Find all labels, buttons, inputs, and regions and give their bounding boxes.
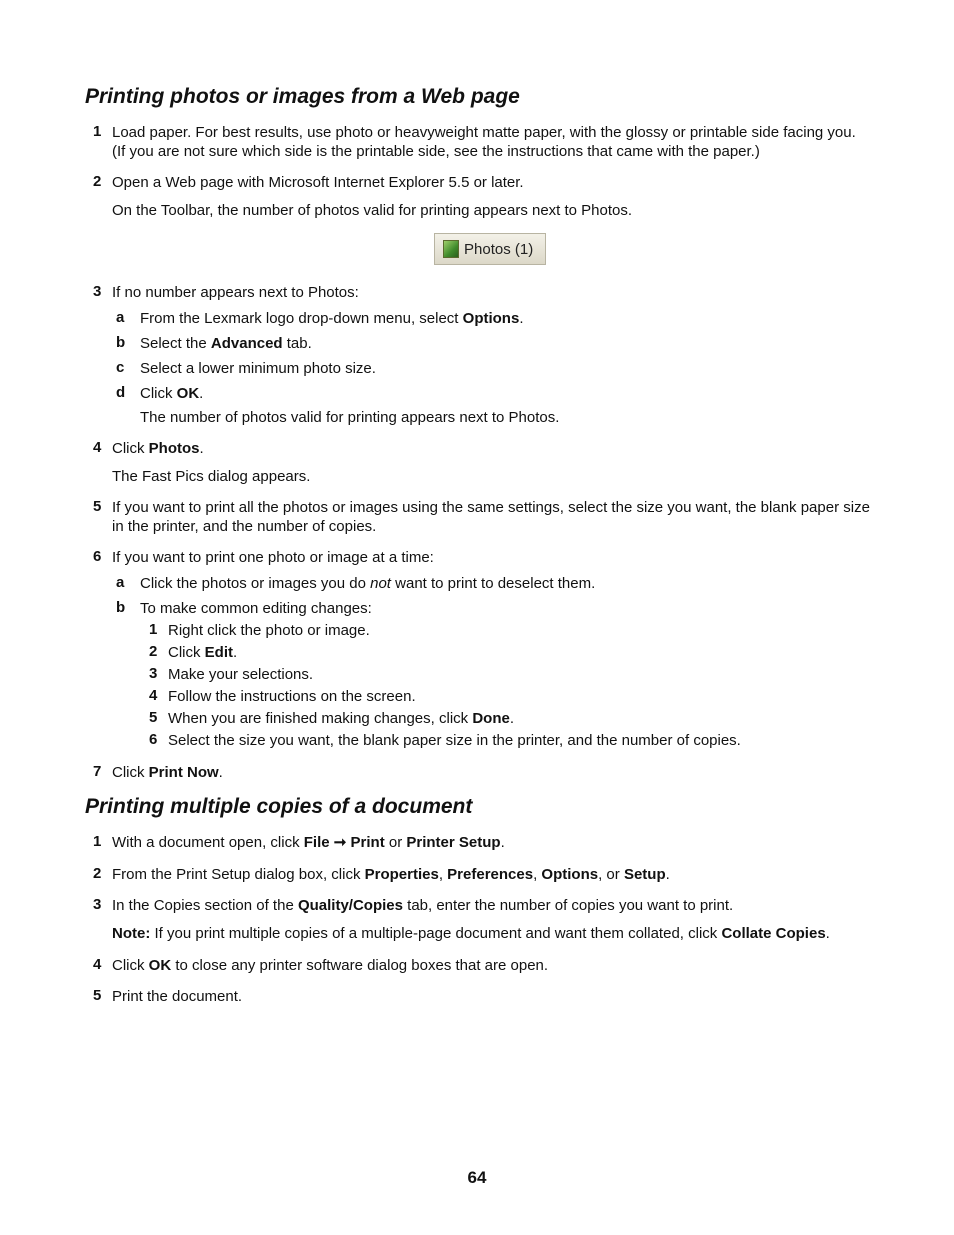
sub-substep-text: Click Edit.: [168, 644, 238, 661]
step-text: In the Copies section of the Quality/Copies tab, enter the number of copies you want to print.: [112, 897, 734, 914]
step-number: 4: [93, 439, 102, 456]
step-number: 1: [93, 123, 102, 140]
sub-substep-number: 3: [149, 665, 158, 682]
step-number: 4: [93, 956, 102, 973]
step-text: Click Print Now.: [112, 764, 223, 781]
section-heading-multiple-copies: Printing multiple copies of a document: [85, 795, 473, 818]
sub-substep-number: 4: [149, 687, 158, 704]
substep-letter: a: [116, 574, 125, 591]
photos-toolbar-button[interactable]: [434, 233, 546, 265]
sub-substep-number: 5: [149, 709, 158, 726]
substep-text: Select the Advanced tab.: [140, 335, 312, 352]
sub-substep-text: Select the size you want, the blank paper size in the printer, and the number of copies.: [168, 732, 741, 749]
sub-substep-text: Right click the photo or image.: [168, 622, 370, 639]
step-text: If no number appears next to Photos:: [112, 284, 359, 301]
photos-button-label: Photos (1): [464, 240, 534, 258]
step-number: 5: [93, 498, 102, 515]
step-text: If you want to print one photo or image at a time:: [112, 549, 434, 566]
substep-letter: b: [116, 599, 126, 616]
step-text: From the Print Setup dialog box, click Properties, Preferences, Options, or Setup.: [112, 866, 670, 883]
step-text: Print the document.: [112, 988, 243, 1005]
substep-letter: a: [116, 309, 125, 326]
step-number: 6: [93, 548, 102, 565]
section-heading-web-photos: Printing photos or images from a Web page: [85, 85, 520, 108]
step-number: 7: [93, 763, 102, 780]
substep-letter: d: [116, 384, 126, 401]
substep-text: Click the photos or images you do not want to print to deselect them.: [140, 575, 596, 592]
sub-substep-number: 1: [149, 621, 158, 638]
substep-note: The number of photos valid for printing appears next to Photos.: [140, 409, 560, 426]
substep-text: Click OK.: [140, 385, 204, 402]
sub-substep-text: Follow the instructions on the screen.: [168, 688, 416, 705]
step-number: 3: [93, 283, 102, 300]
step-number: 3: [93, 896, 102, 913]
step-text: Load paper. For best results, use photo or heavyweight matte paper, with the glossy or printable side facing you. (If you are not sure which side is the printable side, see the instructions that came with the paper.): [112, 124, 856, 160]
step-text: If you want to print all the photos or images using the same settings, select the size you want, the blank paper size in the printer, and the number of copies.: [112, 499, 870, 535]
step-text: With a document open, click File ➞ Print or Printer Setup.: [112, 834, 505, 851]
step-text: Open a Web page with Microsoft Internet Explorer 5.5 or later.: [112, 174, 524, 191]
step-text: Click OK to close any printer software dialog boxes that are open.: [112, 957, 549, 974]
photo-icon: [443, 240, 459, 258]
substep-text: Select a lower minimum photo size.: [140, 360, 376, 377]
sub-substep-text: Make your selections.: [168, 666, 314, 683]
step-number: 2: [93, 865, 102, 882]
step-note: The Fast Pics dialog appears.: [112, 468, 311, 485]
substep-letter: b: [116, 334, 126, 351]
substep-letter: c: [116, 359, 125, 376]
sub-substep-text: When you are finished making changes, click Done.: [168, 710, 514, 727]
arrow-icon: ➞: [329, 834, 351, 851]
step-number: 1: [93, 833, 102, 850]
step-note: Note: If you print multiple copies of a multiple-page document and want them collated, click Collate Copies.: [112, 925, 830, 942]
page-number: 64: [467, 1168, 487, 1187]
step-text: Click Photos.: [112, 440, 204, 457]
step-number: 2: [93, 173, 102, 190]
sub-substep-number: 2: [149, 643, 158, 660]
sub-substep-number: 6: [149, 731, 158, 748]
step-number: 5: [93, 987, 102, 1004]
substep-text: To make common editing changes:: [140, 600, 372, 617]
step-note: On the Toolbar, the number of photos valid for printing appears next to Photos.: [112, 202, 633, 219]
substep-text: From the Lexmark logo drop-down menu, select Options.: [140, 310, 524, 327]
